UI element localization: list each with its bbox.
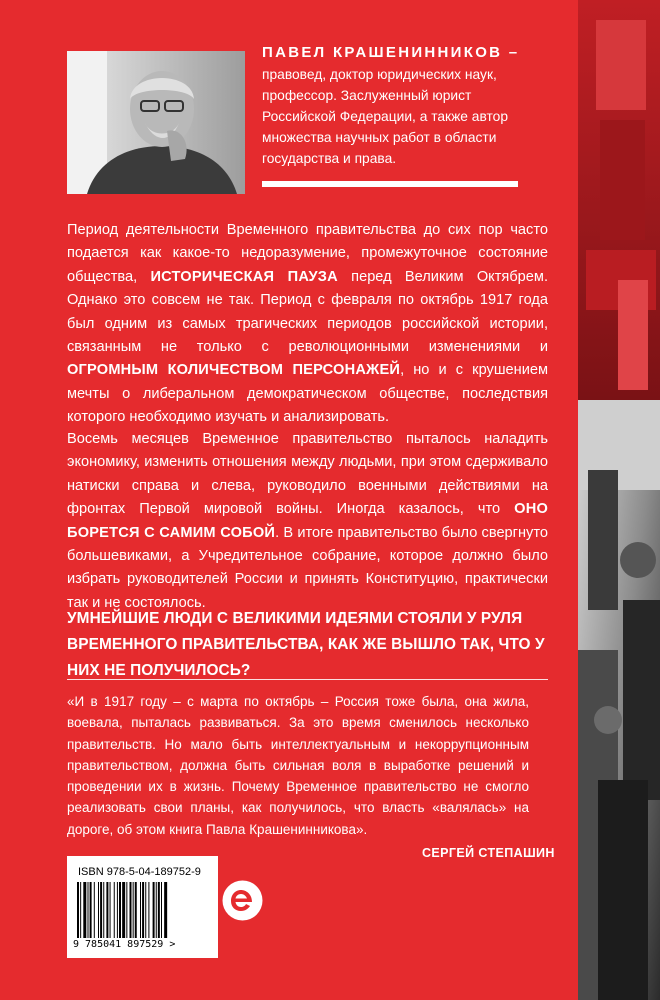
barcode-bar [130, 882, 132, 938]
barcode-bar [83, 882, 86, 938]
barcode-bar [164, 882, 167, 938]
highlight-many-characters: ОГРОМНЫМ КОЛИЧЕСТВОМ ПЕРСОНАЖЕЙ [67, 362, 401, 379]
barcode-bar [145, 882, 146, 938]
barcode-bar [103, 882, 104, 938]
barcode-bar [140, 882, 141, 938]
barcode-bar [161, 882, 162, 938]
author-info [262, 42, 522, 169]
highlight-historical-pause: ИСТОРИЧЕСКАЯ ПАУЗА [150, 268, 338, 285]
review-quote: «И в 1917 году – с марта по октябрь – Россия тоже была, она жила, воевала, пыталась развиваться. За это время сменилось несколько правительств. Но мало быть интеллектуальным и некоррупционным правительством, должна быть сильная воля в выработке решений и проведении их в жизнь. Почему Временное правительство не смогло реализовать свои планы, как получилось, что власть «валялась» на дороге, об этом книга Павла Крашенинникова». [67, 694, 529, 837]
barcode-bars [77, 882, 209, 938]
barcode-bar [117, 882, 118, 938]
barcode-bar [88, 882, 89, 938]
divider-line [67, 679, 548, 680]
barcode-bar [142, 882, 144, 938]
barcode-bar [90, 882, 92, 938]
cover-photo-strip [578, 0, 660, 1000]
barcode-bar [135, 882, 137, 938]
barcode-bar [122, 882, 125, 938]
barcode-bar [94, 882, 95, 938]
publisher-logo [222, 880, 263, 921]
barcode-box [67, 856, 218, 958]
barcode-bar [119, 882, 121, 938]
author-name: ПАВЕЛ КРАШЕНИННИКОВ – [262, 44, 520, 61]
barcode-digits: 9 785041 897529 > [73, 939, 176, 950]
barcode-bar [148, 882, 149, 938]
author-photo [67, 51, 245, 194]
barcode-bar [153, 882, 155, 938]
barcode-bar [98, 882, 99, 938]
quote-author: СЕРГЕЙ СТЕПАШИН [422, 846, 555, 860]
barcode-bar [77, 882, 79, 938]
question-heading: УМНЕЙШИЕ ЛЮДИ С ВЕЛИКИМИ ИДЕЯМИ СТОЯЛИ У РУЛЯ ВРЕМЕННОГО ПРАВИТЕЛЬСТВА, КАК ЖЕ ВЫШЛО ТАК, ЧТО У НИХ НЕ ПОЛУЧИЛОСЬ? [67, 610, 545, 679]
paragraph-2: Восемь месяцев Временное правительство пыталось наладить экономику, изменить отношения между людьми, при этом сдерживало натиски справа и слева, руководило военными действиями на фронтах Первой мировой войны. Иногда казалось, что ОНО БОРЕТСЯ С САМИМ СОБОЙ. В итоге правительство было свергнуто большевиками, а Учредительное собрание, которое должно было избрать руководителей России и принять Конституцию, практически так и не состоялось. [67, 431, 548, 611]
barcode-bar [126, 882, 127, 938]
highlight-fights-itself: ОНО БОРЕТСЯ С САМИМ СОБОЙ [67, 501, 548, 541]
barcode-bar [106, 882, 108, 938]
barcode-bar [110, 882, 111, 938]
barcode-bar [158, 882, 160, 938]
isbn-text: ISBN 978-5-04-189752-9 [78, 866, 201, 878]
barcode-bar [114, 882, 115, 938]
barcode-bar [156, 882, 157, 938]
barcode-bar [80, 882, 81, 938]
paragraph-1: Период деятельности Временного правительства до сих пор часто подается как какое-то недоразумение, промежуточное состояние общества, ИСТОРИЧЕСКАЯ ПАУЗА перед Великим Октябрем. Однако это совсем не так. Период с февраля по октябрь 1917 года был одним из самых трагических периодов российской истории, связанным не только с революционными изменениями и ОГРОМНЫМ КОЛИЧЕСТВОМ ПЕРСОНАЖЕЙ, но и с крушением мечты о либеральном демократическом обществе, последствия которого необходимо изучать и анализировать. [67, 222, 549, 426]
barcode-bar [100, 882, 102, 938]
white-rule [262, 181, 518, 187]
barcode-bar [133, 882, 134, 938]
author-bio: правовед, доктор юридических наук, профессор. Заслуженный юрист Российской Федерации, а также автор множества научных работ в области государства и права. [262, 67, 509, 166]
